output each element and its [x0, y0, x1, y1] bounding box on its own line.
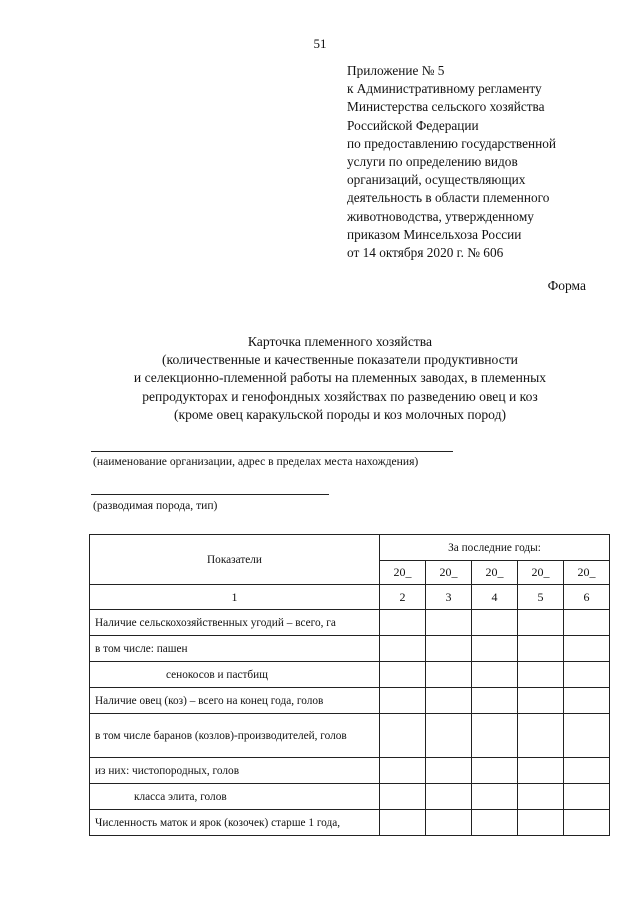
breed-fill-line — [91, 494, 329, 495]
appendix-line: Российской Федерации — [347, 117, 479, 133]
data-cell — [380, 758, 426, 784]
row-label: Численность маток и ярок (козочек) старше 1 года, — [90, 810, 380, 836]
data-cell — [564, 714, 610, 758]
row-label: Наличие сельскохозяйственных угодий – всего, га — [90, 610, 380, 636]
data-cell — [380, 636, 426, 662]
row-label: из них: чистопородных, голов — [90, 758, 380, 784]
appendix-line: к Административному регламенту — [347, 81, 542, 97]
table-row — [90, 758, 610, 784]
appendix-line: животноводства, утвержденному — [347, 208, 534, 224]
data-cell — [380, 610, 426, 636]
table-row — [90, 714, 610, 758]
data-cell — [472, 714, 518, 758]
appendix-line: деятельность в области племенного — [347, 190, 550, 206]
table-row — [90, 636, 610, 662]
data-cell — [564, 610, 610, 636]
row-label: сенокосов и пастбищ — [90, 662, 380, 688]
data-cell — [426, 714, 472, 758]
table-row — [90, 810, 610, 836]
data-cell — [380, 810, 426, 836]
data-cell — [518, 610, 564, 636]
data-cell — [518, 714, 564, 758]
row-label: класса элита, голов — [90, 784, 380, 810]
page-number: 51 — [313, 36, 327, 51]
data-cell — [380, 662, 426, 688]
data-cell — [564, 662, 610, 688]
data-cell — [518, 784, 564, 810]
form-label: Форма — [547, 278, 586, 293]
appendix-line: Министерства сельского хозяйства — [347, 99, 545, 115]
header-years: За последние годы: — [380, 535, 610, 561]
appendix-line: от 14 октября 2020 г. № 606 — [347, 245, 504, 261]
data-cell — [472, 610, 518, 636]
year-cell: 20_ — [472, 561, 518, 585]
year-cell: 20_ — [564, 561, 610, 585]
organization-caption: (наименование организации, адрес в пределах места нахождения) — [93, 455, 419, 468]
data-cell — [518, 758, 564, 784]
data-cell — [564, 636, 610, 662]
data-cell — [564, 810, 610, 836]
data-cell — [426, 784, 472, 810]
document-title — [60, 333, 620, 424]
appendix-line: организаций, осуществляющих — [347, 172, 526, 188]
column-number: 6 — [564, 585, 610, 610]
year-cell: 20_ — [426, 561, 472, 585]
title-line: и селекционно-племенной работы на племенных заводах, в племенных — [133, 370, 547, 386]
title-line: репродукторах и генофондных хозяйствах по разведению овец и коз — [142, 388, 538, 404]
data-cell — [426, 758, 472, 784]
data-cell — [564, 758, 610, 784]
column-number: 3 — [426, 585, 472, 610]
data-cell — [564, 688, 610, 714]
data-cell — [472, 688, 518, 714]
data-cell — [472, 784, 518, 810]
organization-fill-line — [91, 451, 453, 452]
indicators-table — [89, 534, 610, 836]
appendix-line: Приложение № 5 — [347, 63, 445, 78]
row-label: в том числе баранов (козлов)-производителей, голов — [90, 714, 380, 758]
appendix-line: приказом Минсельхоза России — [347, 226, 522, 242]
column-number: 2 — [380, 585, 426, 610]
table-row — [90, 662, 610, 688]
data-cell — [472, 810, 518, 836]
column-number: 5 — [518, 585, 564, 610]
header-indicators: Показатели — [90, 535, 380, 585]
data-cell — [472, 758, 518, 784]
row-label: в том числе: пашен — [90, 636, 380, 662]
data-cell — [426, 610, 472, 636]
data-cell — [472, 662, 518, 688]
data-cell — [426, 688, 472, 714]
title-line: (количественные и качественные показатели продуктивности — [162, 352, 518, 368]
data-cell — [518, 810, 564, 836]
title-line: Карточка племенного хозяйства — [247, 334, 433, 349]
table-row — [90, 610, 610, 636]
year-cell: 20_ — [518, 561, 564, 585]
data-cell — [380, 714, 426, 758]
appendix-line: услуги по определению видов — [347, 154, 518, 170]
data-cell — [380, 688, 426, 714]
appendix-line: по предоставлению государственной — [347, 135, 556, 151]
data-cell — [518, 688, 564, 714]
title-line: (кроме овец каракульской породы и коз молочных пород) — [173, 406, 507, 422]
breed-caption: (разводимая порода, тип) — [93, 499, 218, 512]
data-cell — [426, 810, 472, 836]
table-row — [90, 688, 610, 714]
data-cell — [564, 784, 610, 810]
table-row — [90, 784, 610, 810]
data-cell — [426, 636, 472, 662]
data-cell — [518, 636, 564, 662]
data-cell — [380, 784, 426, 810]
data-cell — [472, 636, 518, 662]
row-label: Наличие овец (коз) – всего на конец года, голов — [90, 688, 380, 714]
data-cell — [426, 662, 472, 688]
column-number: 1 — [90, 585, 380, 610]
year-cell: 20_ — [380, 561, 426, 585]
data-cell — [518, 662, 564, 688]
appendix-block — [347, 62, 556, 262]
column-number: 4 — [472, 585, 518, 610]
